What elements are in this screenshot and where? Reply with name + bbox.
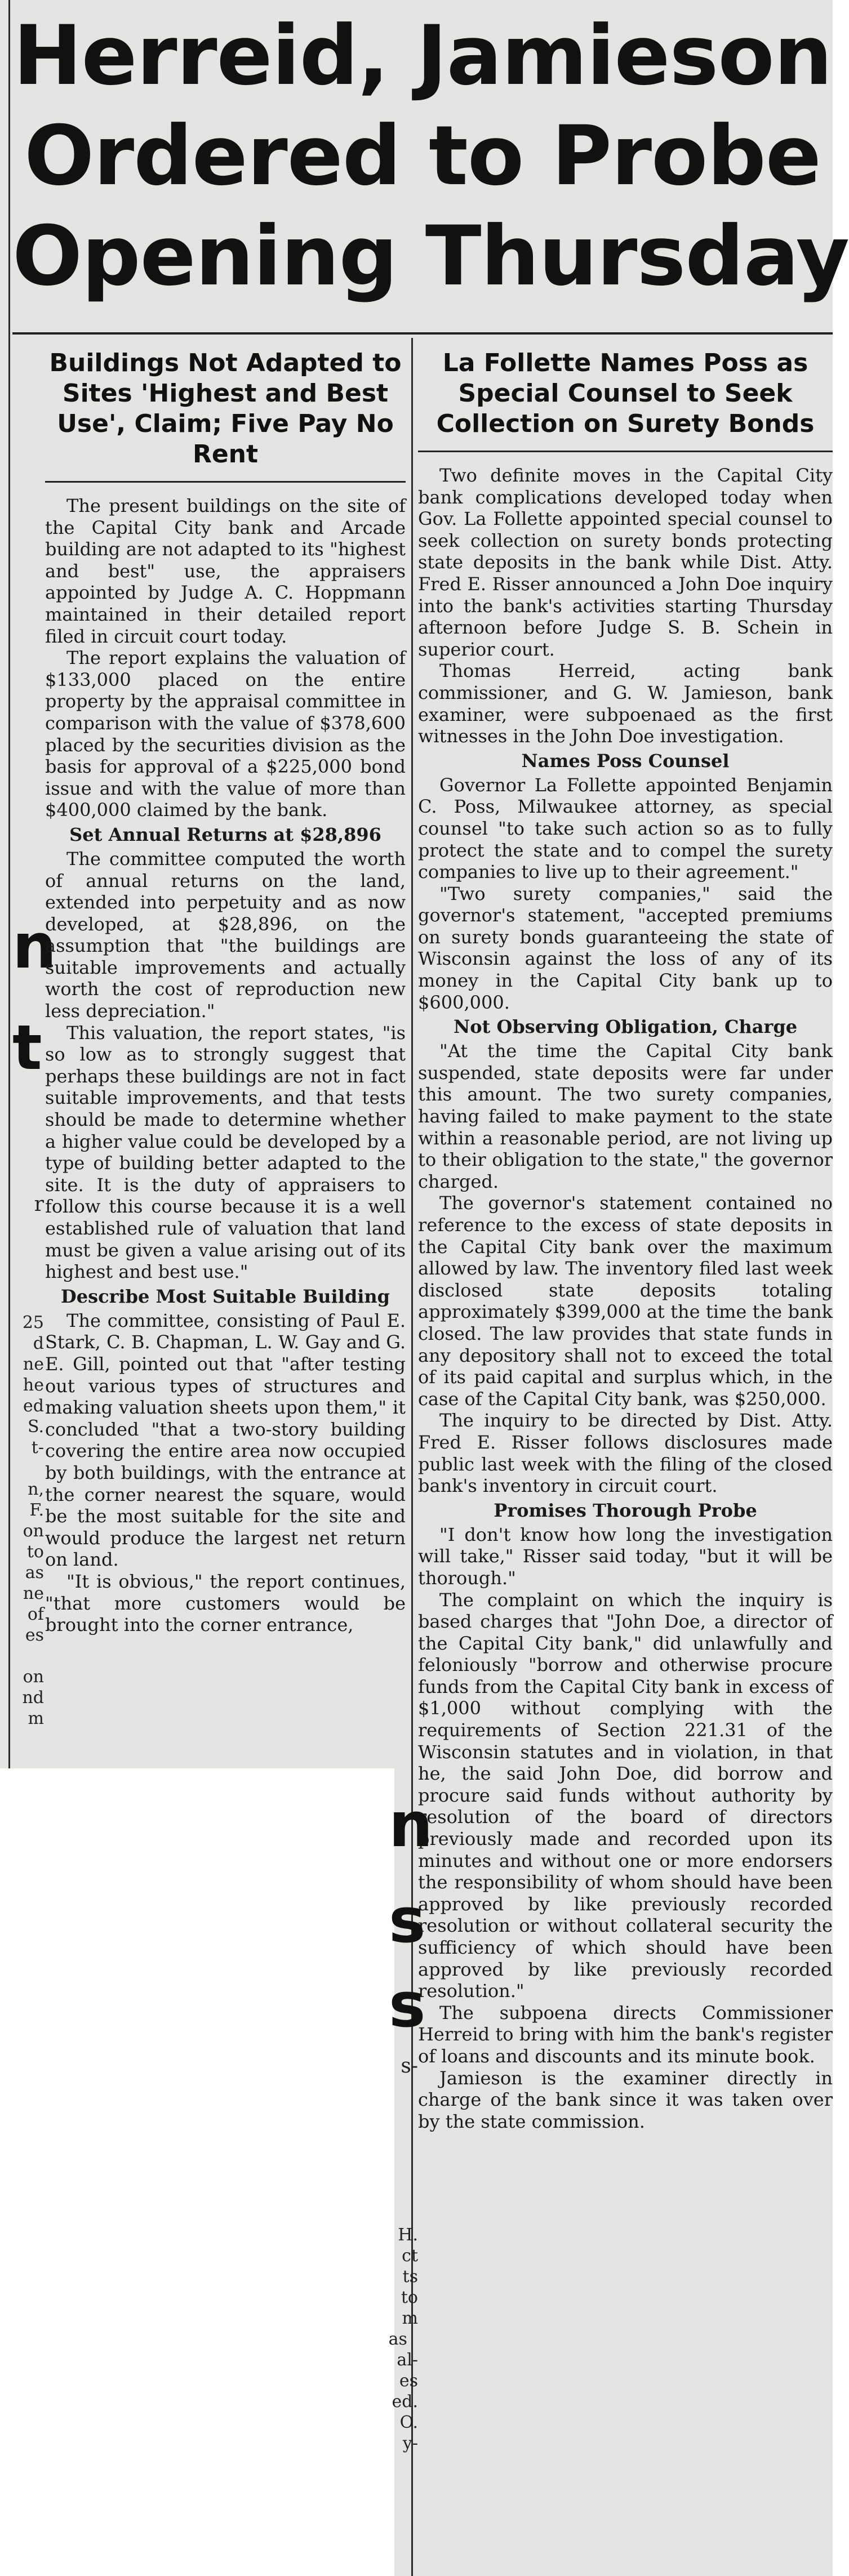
left-strip-letter-1: n	[12, 910, 57, 982]
blank-lower-left	[0, 1768, 394, 2576]
headline-rule	[12, 332, 833, 335]
paragraph: Jamieson is the examiner directly in charge of the bank since it was taken over by the state commission.	[418, 2067, 833, 2132]
paragraph: Two definite moves in the Capital City bank complications developed today when Gov. La Follette appointed special counsel to seek collection on surety bonds protecting state deposits in the bank while Dist. Atty. Fred E. Risser announced a John Doe inquiry into the bank's activities starting Thursday afternoon before Judge S. B. Schein in superior court.	[418, 465, 833, 660]
left-strip-fragments: 25 d ne he ed S. t- n, F. on to as ne of es on nd m	[22, 1313, 44, 1728]
paragraph: "It is obvious," the report continues, "that more customers would be brought into the corner entrance,	[45, 1570, 406, 1636]
paragraph: The governor's statement contained no reference to the excess of state deposits in the Capital City bank over the maximum allowed by law. The inventory filed last week disclosed state deposits totaling approximately $399,000 at the time the bank closed. The law provides that state funds in any depository shall not to exceed the total of its paid capital and surplus which, in the case of the Capital City bank, was $250,000.	[418, 1192, 833, 1410]
right-subhead-3: Promises Thorough Probe	[494, 1499, 757, 1521]
left-article-deck: Buildings Not Adapted to Sites 'Highest and Best Use', Claim; Five Pay No Rent	[45, 338, 406, 483]
paragraph: The committee, consisting of Paul E. Stark, C. B. Chapman, L. W. Gay and G. E. Gill, pointed out that "after testing out various types of structures and making valuation sheets upon them," it concluded "that a two-story building covering the entire area now occupied by both buildings, with the entrance at the corner nearest the square, would be the most suitable for the site and would produce the largest net return on land.	[45, 1309, 406, 1571]
paragraph: Governor La Follette appointed Benjamin C. Poss, Milwaukee attorney, as special counsel "to take such action so as to fully protect the state and to compel the surety companies to live up to their agreement."	[418, 774, 833, 883]
paragraph: The complaint on which the inquiry is based charges that "John Doe, a director of the Capital City bank," did unlawfully and feloniously "borrow and otherwise procure funds from the Capital City bank in excess of $1,000 without complying with the requirements of Section 221.31 of the Wisconsin statutes and in violation, in that he, the said John Doe, did borrow and procure said funds without authority by resolution of the board of directors previously made and recorded upon its minutes and without one or more endorsers the responsibility of whom should have been approved by like previously recorded resolution or without collateral security the sufficiency of which should have been approved by like previously recorded resolution."	[418, 1589, 833, 2002]
main-headline	[12, 6, 849, 313]
right-strip-fragments: H. ct ts to m as al- es ed. O. y-	[388, 2225, 418, 2453]
paragraph: This valuation, the report states, "is so low as to strongly suggest that perhaps these buildings are not in fact suitable improvements, and that tests should be made to determine whether a higher value could be developed by a type of building better adapted to the site. It is the duty of appraisers to follow this course because it is a well established rule of valuation that land must be given a value arising out of its highest and best use."	[45, 1022, 406, 1283]
right-strip-letter-3: s	[389, 1969, 426, 2041]
headline-line-2: Ordered to Probe	[24, 108, 821, 204]
right-strip-letter-2: s	[389, 1884, 426, 1956]
right-strip-fragment-s: s-	[401, 2054, 418, 2078]
article-right	[418, 338, 833, 2132]
left-strip-letter-3: r	[34, 1193, 44, 1216]
left-article-body	[45, 495, 406, 1636]
paragraph: The inquiry to be directed by Dist. Atty. Fred E. Risser follows disclosures made public last week with the filing of the closed bank's inventory in circuit court.	[418, 1410, 833, 1497]
right-article-deck: La Follette Names Poss as Special Counsel to Seek Collection on Surety Bonds	[418, 338, 833, 452]
paragraph: "I don't know how long the investigation will take," Risser said today, "but it will be thorough."	[418, 1523, 833, 1589]
right-strip-letter-1: n	[389, 1789, 433, 1861]
article-left	[45, 338, 406, 1636]
headline-line-1: Herreid, Jamieson	[13, 8, 832, 104]
right-subhead-2: Not Observing Obligation, Charge	[453, 1016, 798, 1038]
right-subhead-1: Names Poss Counsel	[521, 750, 730, 772]
left-subhead-1: Set Annual Returns at $28,896	[69, 823, 381, 845]
paragraph: The subpoena directs Commissioner Herreid to bring with him the bank's register of loans and discounts and its minute book.	[418, 2002, 833, 2067]
paragraph: Thomas Herreid, acting bank commissioner, and G. W. Jamieson, bank examiner, were subpoenaed as the first witnesses in the John Doe investigation.	[418, 660, 833, 747]
paragraph: "At the time the Capital City bank suspended, state deposits were far under this amount. The two surety companies, having failed to make payment to the state within a reasonable period, are not living up to their obligation to the state," the governor charged.	[418, 1040, 833, 1192]
paragraph: The report explains the valuation of $133,000 placed on the entire property by the appraisal committee in comparison with the value of $378,600 placed by the securities division as the basis for approval of a $225,000 bond issue and with the value of more than $400,000 claimed by the bank.	[45, 647, 406, 821]
right-article-body	[418, 465, 833, 2132]
paragraph: The committee computed the worth of annual returns on the land, extended into perpetuity and as now developed, at $28,896, on the assumption that "the buildings are suitable improvements and actually worth the cost of reproduction new less depreciation."	[45, 848, 406, 1022]
left-subhead-2: Describe Most Suitable Building	[60, 1285, 390, 1307]
paragraph: The present buildings on the site of the Capital City bank and Arcade building are not adapted to its "highest and best" use, the appraisers appointed by Judge A. C. Hoppmann maintained in their detailed report filed in circuit court today.	[45, 495, 406, 647]
headline-line-3: Opening Thursday	[12, 208, 849, 304]
paragraph: "Two surety companies," said the governor's statement, "accepted premiums on surety bonds guaranteeing the state of Wisconsin against the loss of any of its money in the Capital City bank up to $600,000.	[418, 883, 833, 1013]
left-strip-letter-2: t	[12, 1011, 42, 1084]
